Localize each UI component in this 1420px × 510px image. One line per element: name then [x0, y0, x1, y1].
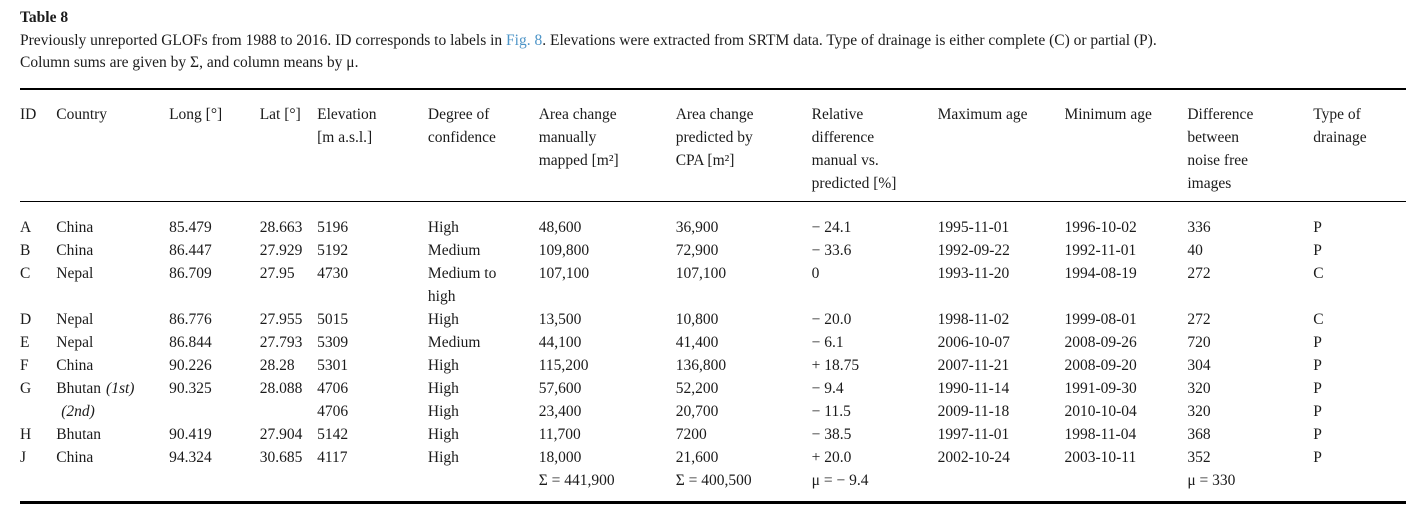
cell-elev: 4706: [317, 403, 349, 420]
cell-rel_diff: μ = − 9.4: [811, 472, 869, 489]
column-header-id: [20, 89, 56, 202]
cell-max_age: 2009-11-18: [937, 403, 1010, 420]
cell-rel_diff: − 6.1: [811, 334, 844, 351]
cell-max_age: 2006-10-07: [937, 334, 1010, 351]
cell-area_cpa: 136,800: [675, 357, 727, 374]
table-row-C: [20, 262, 1406, 308]
cell-lat: 28.088: [259, 380, 303, 397]
column-header-line: Minimum age: [1064, 106, 1152, 123]
cell-long: 86.776: [169, 311, 212, 328]
column-header-line: Elevation: [317, 106, 377, 123]
column-header-line: Lat [°]: [259, 106, 301, 123]
cell-area_manual: 109,800: [538, 242, 590, 259]
cell-lat: 27.793: [259, 334, 303, 351]
cell-confidence: Medium: [427, 334, 481, 351]
country-text: Nepal: [56, 311, 94, 328]
cell-min_age: 1996-10-02: [1064, 219, 1137, 236]
cell-confidence: High: [427, 357, 459, 374]
cell-rel_diff: 0: [811, 265, 820, 282]
country-text: China: [56, 242, 94, 259]
cell-lat: 27.929: [259, 242, 303, 259]
column-header-area_cpa: [676, 89, 812, 202]
cell-drainage: C: [1313, 311, 1324, 328]
cell-long: 90.419: [169, 426, 212, 443]
cell-min_age: 2008-09-26: [1064, 334, 1137, 351]
column-header-country: [56, 89, 169, 202]
table-header: [20, 89, 1406, 202]
country-text: Bhutan: [56, 380, 102, 397]
cell-area_manual: 107,100: [538, 265, 590, 282]
cell-max_age: 1992-09-22: [937, 242, 1010, 259]
column-header-rel_diff: [812, 89, 938, 202]
cell-max_age: 1995-11-01: [937, 219, 1010, 236]
header-row: [20, 89, 1406, 202]
table-row-E: [20, 331, 1406, 354]
cell-min_age: 1992-11-01: [1064, 242, 1137, 259]
cell-country: [56, 331, 169, 354]
cell-id: [20, 469, 56, 503]
cell-area_cpa: 72,900: [675, 242, 719, 259]
country-text: China: [56, 449, 94, 466]
table-row-G: [20, 377, 1406, 400]
cell-lat: 27.955: [259, 311, 303, 328]
cell-long: 85.479: [169, 219, 212, 236]
cell-country: [56, 423, 169, 446]
column-header-lat: [260, 89, 317, 202]
cell-max_age: 1990-11-14: [937, 380, 1010, 397]
cell-diff_days: 352: [1187, 449, 1211, 466]
cell-country: [56, 239, 169, 262]
cell-min_age: [1064, 469, 1187, 503]
table-row-J: [20, 446, 1406, 469]
cell-drainage: C: [1313, 265, 1324, 282]
cell-diff_days: 336: [1187, 219, 1211, 236]
column-header-line: manual vs.: [811, 152, 879, 169]
cell-rel_diff: − 24.1: [811, 219, 852, 236]
cell-diff_days: 320: [1187, 403, 1211, 420]
cell-drainage: P: [1313, 357, 1322, 374]
cell-area_manual: 44,100: [538, 334, 582, 351]
cell-min_age: 1998-11-04: [1064, 426, 1137, 443]
cell-id: C: [20, 265, 31, 282]
cell-id: H: [20, 426, 32, 443]
column-header-min_age: [1064, 89, 1187, 202]
cell-country: [56, 308, 169, 331]
column-header-line: Maximum age: [937, 106, 1028, 123]
cell-min_age: 1999-08-01: [1064, 311, 1137, 328]
table-row-B: [20, 239, 1406, 262]
cell-country: [56, 354, 169, 377]
cell-elev: 4730: [317, 265, 349, 282]
cell-lat: 28.663: [259, 219, 303, 236]
cell-confidence: High: [427, 311, 459, 328]
cell-drainage: P: [1313, 219, 1322, 236]
column-header-line: noise free: [1187, 152, 1249, 169]
country-text: China: [56, 357, 94, 374]
column-header-line: manually: [538, 129, 597, 146]
table-row: [20, 400, 1406, 423]
column-header-line: images: [1187, 175, 1232, 192]
cell-diff_days: 304: [1187, 357, 1211, 374]
cell-rel_diff: − 11.5: [811, 403, 851, 420]
cell-lat: [260, 400, 317, 423]
cell-diff_days: μ = 330: [1187, 472, 1236, 489]
cell-area_manual: 18,000: [538, 449, 582, 466]
column-header-area_manual: [539, 89, 676, 202]
summary-row: [20, 469, 1406, 503]
cell-lat: 28.28: [259, 357, 295, 374]
cell-long: 90.226: [169, 357, 212, 374]
cell-long: [169, 469, 260, 503]
column-header-line: CPA [m²]: [675, 152, 735, 169]
cell-elev: 5192: [317, 242, 349, 259]
cell-id: B: [20, 242, 31, 259]
country-text: Nepal: [56, 334, 94, 351]
cell-id: [20, 400, 56, 423]
cell-elev: 5142: [317, 426, 349, 443]
cell-drainage: P: [1313, 403, 1322, 420]
column-header-diff_days: [1187, 89, 1313, 202]
cell-diff_days: 720: [1187, 334, 1211, 351]
column-header-line: predicted by: [675, 129, 753, 146]
cell-long: 86.709: [169, 265, 212, 282]
table-body: [20, 202, 1406, 503]
cell-elev: 4706: [317, 380, 349, 397]
cell-rel_diff: − 33.6: [811, 242, 852, 259]
cell-area_cpa: Σ = 400,500: [675, 472, 752, 489]
cell-area_cpa: 107,100: [675, 265, 727, 282]
cell-elev: [317, 469, 428, 503]
cell-diff_days: 272: [1187, 311, 1211, 328]
cell-confidence: High: [427, 426, 459, 443]
cell-area_manual: Σ = 441,900: [538, 472, 615, 489]
column-header-line: drainage: [1313, 129, 1367, 146]
country-text: Bhutan: [56, 426, 102, 443]
country-text: China: [56, 219, 94, 236]
column-header-line: Area change: [675, 106, 754, 123]
cell-country: [56, 202, 169, 240]
column-header-line: ID: [20, 106, 37, 123]
cell-drainage: P: [1313, 242, 1322, 259]
table-row-D: [20, 308, 1406, 331]
cell-long: [169, 400, 260, 423]
cell-elev: 5015: [317, 311, 349, 328]
cell-max_age: 2002-10-24: [937, 449, 1010, 466]
cell-area_manual: 48,600: [538, 219, 582, 236]
cell-area_manual: 115,200: [538, 357, 589, 374]
cell-area_cpa: 41,400: [675, 334, 719, 351]
caption-text-pre: Previously unreported GLOFs from 1988 to 2016. ID corresponds to labels in: [20, 32, 507, 49]
cell-min_age: 1994-08-19: [1064, 265, 1137, 282]
cell-elev: 4117: [317, 449, 348, 466]
cell-rel_diff: + 18.75: [811, 357, 860, 374]
cell-max_age: 2007-11-21: [937, 357, 1010, 374]
cell-max_age: 1993-11-20: [937, 265, 1010, 282]
column-header-line: mapped [m²]: [538, 152, 619, 169]
cell-area_cpa: 52,200: [675, 380, 719, 397]
cell-max_age: [938, 469, 1065, 503]
cell-country: [56, 377, 169, 400]
cell-country: [56, 400, 169, 423]
column-header-line: Area change: [538, 106, 617, 123]
cell-long: 90.325: [169, 380, 212, 397]
cell-confidence: High: [427, 380, 459, 397]
column-header-elev: [317, 89, 428, 202]
glof-table: [20, 88, 1406, 504]
caption-text-post: . Elevations were extracted from SRTM data. Type of drainage is either complete (C) or partial (P).: [542, 32, 1157, 49]
cell-long: 94.324: [169, 449, 212, 466]
cell-elev: 5196: [317, 219, 349, 236]
cell-drainage: P: [1313, 334, 1322, 351]
cell-area_manual: 11,700: [538, 426, 581, 443]
cell-max_age: 1997-11-01: [937, 426, 1010, 443]
cell-min_age: 2008-09-20: [1064, 357, 1137, 374]
country-text: Nepal: [56, 265, 94, 282]
fig8-link[interactable]: Fig. 8: [506, 32, 543, 49]
cell-area_cpa: 7200: [675, 426, 707, 443]
column-header-line: Country: [56, 106, 108, 123]
cell-country: [56, 446, 169, 469]
column-header-max_age: [938, 89, 1065, 202]
table-row-H: [20, 423, 1406, 446]
column-header-line: difference: [811, 129, 875, 146]
table-row-F: [20, 354, 1406, 377]
cell-drainage: [1313, 469, 1406, 503]
cell-id: J: [20, 449, 27, 466]
cell-confidence: Medium: [427, 242, 481, 259]
cell-area_manual: 23,400: [538, 403, 582, 420]
cell-confidence: High: [427, 219, 459, 236]
column-header-line: predicted [%]: [811, 175, 897, 192]
column-header-line: Difference: [1187, 106, 1254, 123]
cell-id: E: [20, 334, 30, 351]
cell-country: [56, 262, 169, 308]
cell-drainage: P: [1313, 449, 1322, 466]
cell-area_manual: 13,500: [538, 311, 582, 328]
cell-rel_diff: − 9.4: [811, 380, 844, 397]
column-header-long: [169, 89, 260, 202]
table-row-A: [20, 202, 1406, 240]
country-note: (1st): [106, 380, 135, 397]
cell-id: F: [20, 357, 29, 374]
column-header-confidence: [428, 89, 539, 202]
caption-line-2: Column sums are given by Σ, and column means by μ.: [20, 54, 359, 71]
cell-id: G: [20, 380, 32, 397]
cell-rel_diff: − 38.5: [811, 426, 852, 443]
cell-min_age: 2003-10-11: [1064, 449, 1137, 466]
cell-drainage: P: [1313, 426, 1322, 443]
column-header-line: between: [1187, 129, 1239, 146]
cell-area_manual: 57,600: [538, 380, 582, 397]
cell-confidence: Medium to high: [427, 265, 497, 305]
table-title: Table 8: [20, 9, 69, 26]
cell-diff_days: 40: [1187, 242, 1203, 259]
cell-min_age: 2010-10-04: [1064, 403, 1137, 420]
cell-area_cpa: 36,900: [675, 219, 719, 236]
cell-drainage: P: [1313, 380, 1322, 397]
column-header-line: Type of: [1313, 106, 1361, 123]
cell-confidence: High: [427, 449, 459, 466]
cell-lat: 27.904: [259, 426, 303, 443]
cell-max_age: 1998-11-02: [937, 311, 1010, 328]
column-header-line: Relative: [811, 106, 864, 123]
cell-long: 86.447: [169, 242, 212, 259]
cell-elev: 5309: [317, 334, 349, 351]
column-header-line: Degree of: [427, 106, 490, 123]
cell-country: [56, 469, 169, 503]
cell-diff_days: 320: [1187, 380, 1211, 397]
column-header-drainage: [1313, 89, 1406, 202]
country-note: (2nd): [61, 403, 95, 420]
cell-area_cpa: 21,600: [675, 449, 719, 466]
cell-lat: [260, 469, 317, 503]
cell-lat: 27.95: [259, 265, 295, 282]
cell-id: D: [20, 311, 32, 328]
cell-elev: 5301: [317, 357, 349, 374]
caption-line-1: [20, 30, 1405, 52]
column-header-line: confidence: [427, 129, 496, 146]
cell-confidence: [428, 469, 539, 503]
column-header-line: [m a.s.l.]: [317, 129, 373, 146]
cell-diff_days: 272: [1187, 265, 1211, 282]
column-header-line: Long [°]: [169, 106, 223, 123]
cell-min_age: 1991-09-30: [1064, 380, 1137, 397]
cell-diff_days: 368: [1187, 426, 1211, 443]
cell-rel_diff: + 20.0: [811, 449, 852, 466]
cell-id: A: [20, 219, 32, 236]
cell-long: 86.844: [169, 334, 212, 351]
cell-area_cpa: 10,800: [675, 311, 719, 328]
cell-lat: 30.685: [259, 449, 303, 466]
table-caption: [20, 7, 1405, 74]
cell-confidence: High: [427, 403, 459, 420]
cell-area_cpa: 20,700: [675, 403, 719, 420]
cell-rel_diff: − 20.0: [811, 311, 852, 328]
